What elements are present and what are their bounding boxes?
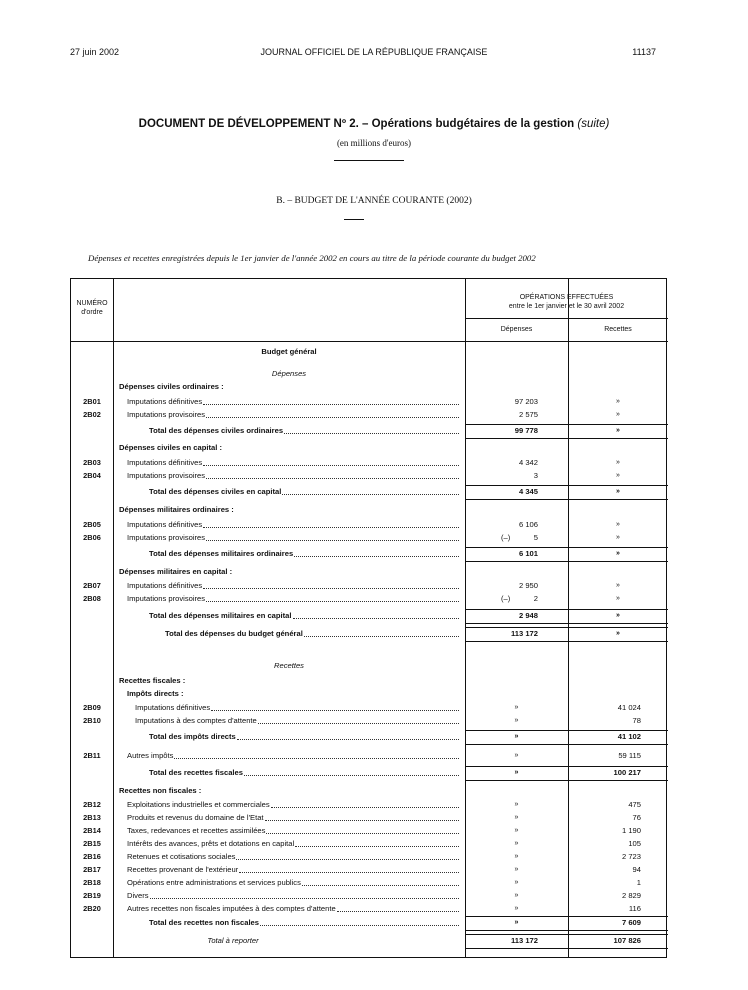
dot-leader: [239, 864, 459, 873]
table-row: [71, 702, 668, 715]
table-row: [71, 838, 668, 851]
total-rule: [465, 485, 668, 486]
row-label-text: Imputations définitives: [127, 520, 203, 529]
row-code: 2B08: [83, 594, 101, 603]
recettes-value: »: [616, 612, 620, 619]
total-rule: [465, 641, 668, 642]
row-label: [149, 425, 461, 437]
total-rule: [465, 547, 668, 548]
total-rule: [465, 609, 668, 610]
dot-leader: [302, 877, 459, 886]
dot-leader: [304, 628, 459, 637]
dot-leader: [293, 610, 459, 619]
row-label: [127, 688, 461, 700]
row-code: 2B19: [83, 891, 101, 900]
total-rule: [465, 780, 668, 781]
table-row: [71, 409, 668, 422]
table-row: [71, 593, 668, 606]
depenses-value: »: [514, 733, 519, 740]
row-label: [127, 593, 461, 605]
depenses-value: 2: [533, 594, 538, 603]
depenses-value: »: [514, 892, 519, 899]
row-label-text: Retenues et cotisations sociales: [127, 852, 236, 861]
row-code: 2B09: [83, 703, 101, 712]
row-label: [127, 457, 461, 469]
dot-leader: [203, 457, 459, 466]
recettes-value: »: [616, 398, 620, 405]
depenses-value: »: [514, 827, 519, 834]
col-header-numero: NUMÉRO d'ordre: [76, 300, 108, 316]
total-row: [71, 628, 668, 641]
recettes-value: 41 024: [617, 703, 641, 712]
row-label: [135, 702, 461, 714]
row-label-text: Total des recettes non fiscales: [149, 918, 260, 927]
recettes-value: »: [616, 411, 620, 418]
total-rule: [465, 930, 668, 931]
table-row: [71, 715, 668, 728]
divider: [344, 219, 364, 220]
dot-leader: [150, 890, 459, 899]
total-rule: [465, 623, 668, 624]
depenses-value: »: [514, 919, 519, 926]
col-header-recettes: Recettes: [604, 326, 632, 333]
row-label-text: Total des impôts directs: [149, 732, 236, 741]
col-header-operations: OPÉRATIONS EFFECTUÉES entre le 1er janvier et le 30 avril 2002: [508, 294, 625, 310]
depenses-value: 2 575: [518, 410, 538, 419]
recettes-value: 41 102: [617, 732, 641, 741]
table-row: [71, 903, 668, 916]
depenses-value: 5: [533, 533, 538, 542]
depenses-value: »: [514, 879, 519, 886]
dot-leader: [206, 532, 459, 541]
depenses-value: »: [514, 769, 519, 776]
row-label: [127, 580, 461, 592]
row-label-text: Autres recettes non fiscales imputées à des comptes d'attente: [127, 904, 336, 913]
dot-leader: [203, 580, 459, 589]
row-label-text: Imputations provisoires: [127, 471, 206, 480]
row-label-text: Intérêts des avances, prêts et dotations en capital: [127, 839, 295, 848]
depenses-value: 2 948: [518, 611, 538, 620]
row-label: [127, 825, 461, 837]
row-code: 2B03: [83, 458, 101, 467]
row-label-text: Produits et revenus du domaine de l'Etat: [127, 813, 264, 822]
row-label: [127, 864, 461, 876]
table-row: [71, 750, 668, 763]
table-row: [71, 442, 668, 455]
table-row: [71, 675, 668, 688]
total-row: [71, 767, 668, 780]
row-label: [149, 486, 461, 498]
header-rule: [71, 341, 668, 342]
recettes-value: 78: [632, 716, 641, 725]
depenses-value: »: [514, 752, 519, 759]
row-label-text: Total des dépenses militaires ordinaires: [149, 549, 294, 558]
table-row: [71, 519, 668, 532]
row-label: [119, 785, 461, 797]
total-row: [71, 731, 668, 744]
depenses-value: 99 778: [514, 426, 538, 435]
total-rule: [465, 766, 668, 767]
row-code: 2B20: [83, 904, 101, 913]
row-code: 2B06: [83, 533, 101, 542]
dot-leader: [295, 838, 459, 847]
row-label-text: Imputations provisoires: [127, 594, 206, 603]
intro-text: Dépenses et recettes enregistrées depuis le 1er janvier de l'année 2002 en cours au titre de la période courante du budget 2002: [88, 253, 536, 263]
table-row: [71, 381, 668, 394]
total-rule: [465, 744, 668, 745]
recettes-value: »: [616, 630, 620, 637]
row-label-text: Imputations définitives: [127, 581, 203, 590]
table-row: [71, 504, 668, 517]
dot-leader: [244, 767, 459, 776]
recettes-value: 1: [636, 878, 641, 887]
depenses-value: 97 203: [514, 397, 538, 406]
row-label: [127, 812, 461, 824]
total-row: [71, 425, 668, 438]
row-label: [149, 548, 461, 560]
table-row: [71, 532, 668, 545]
dot-leader: [337, 903, 459, 912]
row-label-text: Dépenses civiles en capital :: [119, 443, 222, 452]
recettes-value: 107 826: [613, 936, 641, 945]
row-code: 2B04: [83, 471, 101, 480]
row-code: 2B16: [83, 852, 101, 861]
row-label-text: Exploitations industrielles et commerciales: [127, 800, 270, 809]
row-label-text: Autres impôts: [127, 751, 174, 760]
negative-sign: (–): [501, 594, 511, 603]
recettes-value: 475: [628, 800, 641, 809]
total-rule: [465, 627, 668, 628]
row-label: [127, 409, 461, 421]
dot-leader: [211, 702, 459, 711]
section-heading: B. – BUDGET DE L'ANNÉE COURANTE (2002): [276, 196, 472, 206]
row-label: [149, 767, 461, 779]
table-row: [71, 812, 668, 825]
total-rule: [465, 438, 668, 439]
row-label: [127, 799, 461, 811]
table-row: [71, 368, 668, 381]
total-rule: [465, 499, 668, 500]
recettes-value: »: [616, 550, 620, 557]
recettes-value: »: [616, 472, 620, 479]
depenses-value: »: [514, 866, 519, 873]
unit-subtitle: (en millions d'euros): [336, 138, 412, 148]
depenses-value: 113 172: [510, 629, 538, 638]
row-label-text: Dépenses civiles ordinaires :: [119, 382, 224, 391]
recettes-value: 2 723: [621, 852, 641, 861]
recettes-value: »: [616, 582, 620, 589]
depenses-value: »: [514, 840, 519, 847]
recettes-value: »: [616, 534, 620, 541]
table-row: [71, 646, 668, 659]
header-rule: [465, 318, 668, 319]
row-code: 2B14: [83, 826, 101, 835]
table-row: [71, 785, 668, 798]
row-label: [119, 675, 461, 687]
total-row: [71, 917, 668, 930]
depenses-value: 4 345: [518, 487, 538, 496]
depenses-value: »: [514, 801, 519, 808]
row-label: [127, 396, 461, 408]
row-code: 2B11: [83, 751, 101, 760]
col-header-depenses: Dépenses: [500, 326, 533, 333]
row-code: 2B12: [83, 800, 101, 809]
table-row: [71, 688, 668, 701]
depenses-value: 4 342: [518, 458, 538, 467]
table-row: [71, 580, 668, 593]
row-label-text: Imputations provisoires: [127, 533, 206, 542]
recettes-value: 1 190: [621, 826, 641, 835]
table-row: [71, 877, 668, 890]
row-code: 2B05: [83, 520, 101, 529]
recettes-value: 100 217: [613, 768, 641, 777]
row-label-text: Total des dépenses civiles ordinaires: [149, 426, 284, 435]
recettes-value: »: [616, 521, 620, 528]
row-label: [127, 838, 461, 850]
dot-leader: [258, 715, 459, 724]
row-label: [119, 566, 461, 578]
recettes-value: 105: [628, 839, 641, 848]
row-label-text: Total des dépenses civiles en capital: [149, 487, 282, 496]
recettes-value: »: [616, 427, 620, 434]
dot-leader: [206, 470, 459, 479]
recettes-value: 116: [628, 904, 641, 913]
table-row: [71, 890, 668, 903]
total-rule: [465, 916, 668, 917]
dot-leader: [294, 548, 459, 557]
total-rule: [465, 934, 668, 935]
dot-leader: [237, 731, 459, 740]
row-label: [127, 470, 461, 482]
dot-leader: [174, 750, 459, 759]
depenses-value: 3: [533, 471, 538, 480]
row-code: 2B13: [83, 813, 101, 822]
row-label-text: Recettes provenant de l'extérieur: [127, 865, 239, 874]
table-row: [71, 935, 668, 948]
dot-leader: [260, 917, 459, 926]
table-row: [71, 799, 668, 812]
total-row: [71, 548, 668, 561]
total-rule: [465, 561, 668, 562]
recettes-value: »: [616, 488, 620, 495]
row-label-text: Recettes fiscales :: [119, 676, 186, 685]
recettes-value: »: [616, 595, 620, 602]
row-label-text: Total des dépenses militaires en capital: [149, 611, 292, 620]
row-label-text: Total des recettes fiscales: [149, 768, 243, 777]
negative-sign: (–): [501, 533, 511, 542]
depenses-value: »: [514, 853, 519, 860]
header-date: 27 juin 2002: [70, 47, 120, 57]
row-label: [119, 504, 461, 516]
row-code: 2B07: [83, 581, 101, 590]
depenses-value: »: [514, 717, 519, 724]
header-page-number: 11137: [632, 47, 656, 57]
row-code: 2B17: [83, 865, 101, 874]
row-code: 2B02: [83, 410, 101, 419]
table-row: [71, 825, 668, 838]
divider: [334, 160, 404, 161]
row-label: [127, 903, 461, 915]
row-label: [119, 381, 461, 393]
row-label-text: Opérations entre administrations et services publics: [127, 878, 301, 887]
row-label: Total à reporter: [207, 936, 259, 945]
row-label-text: Dépenses militaires en capital :: [119, 567, 233, 576]
row-label-text: Imputations définitives: [127, 397, 203, 406]
table-row: [71, 396, 668, 409]
row-label: [135, 715, 461, 727]
depenses-value: 6 106: [518, 520, 538, 529]
total-rule: [465, 424, 668, 425]
row-label: [127, 532, 461, 544]
dot-leader: [271, 799, 459, 808]
row-code: 2B18: [83, 878, 101, 887]
row-label: [127, 877, 461, 889]
dot-leader: [284, 425, 459, 434]
dot-leader: [206, 409, 459, 418]
header-journal-title: JOURNAL OFFICIEL DE LA RÉPUBLIQUE FRANÇAISE: [260, 47, 488, 57]
row-label-text: Divers: [127, 891, 149, 900]
dot-leader: [203, 519, 459, 528]
row-label: [165, 628, 461, 640]
row-label-text: Recettes non fiscales :: [119, 786, 202, 795]
document-title: DOCUMENT DE DÉVELOPPEMENT Nº 2. – Opérations budgétaires de la gestion (suite): [138, 118, 610, 130]
row-label: [149, 731, 461, 743]
row-label-text: Imputations définitives: [135, 703, 211, 712]
table-row: [71, 566, 668, 579]
table-row: [71, 864, 668, 877]
dot-leader: [266, 825, 459, 834]
recettes-value: 76: [632, 813, 641, 822]
row-label-text: Total des dépenses du budget général: [165, 629, 303, 638]
row-label-text: Taxes, redevances et recettes assimilées: [127, 826, 266, 835]
row-label: [127, 750, 461, 762]
depenses-value: 113 172: [510, 936, 538, 945]
depenses-value: 2 950: [518, 581, 538, 590]
dot-leader: [203, 396, 459, 405]
depenses-value: »: [514, 905, 519, 912]
total-rule: [465, 730, 668, 731]
row-label: [127, 519, 461, 531]
table-row: [71, 457, 668, 470]
table-row: [71, 470, 668, 483]
table-row: [71, 660, 668, 673]
row-label: Budget général: [261, 347, 317, 356]
row-label: [149, 610, 461, 622]
row-label: [149, 917, 461, 929]
row-code: 2B01: [83, 397, 101, 406]
recettes-value: 94: [632, 865, 641, 874]
recettes-value: »: [616, 459, 620, 466]
table-row: [71, 851, 668, 864]
depenses-value: »: [514, 704, 519, 711]
dot-leader: [265, 812, 459, 821]
table-row: [71, 346, 668, 359]
row-label: [127, 890, 461, 902]
total-row: [71, 486, 668, 499]
row-label: [119, 442, 461, 454]
budget-table: [70, 278, 667, 958]
row-label: Recettes: [274, 661, 304, 670]
row-label-text: Imputations à des comptes d'attente: [135, 716, 257, 725]
recettes-value: 59 115: [618, 751, 641, 760]
row-label: [127, 851, 461, 863]
row-label-text: Dépenses militaires ordinaires :: [119, 505, 234, 514]
dot-leader: [282, 486, 459, 495]
row-label-text: Impôts directs :: [127, 689, 184, 698]
depenses-value: 6 101: [518, 549, 538, 558]
row-code: 2B15: [83, 839, 101, 848]
dot-leader: [206, 593, 459, 602]
row-label: Dépenses: [271, 369, 307, 378]
row-code: 2B10: [83, 716, 101, 725]
row-label-text: Imputations provisoires: [127, 410, 206, 419]
recettes-value: 2 829: [621, 891, 641, 900]
recettes-value: 7 609: [621, 918, 641, 927]
row-label-text: Imputations définitives: [127, 458, 203, 467]
total-row: [71, 610, 668, 623]
depenses-value: »: [514, 814, 519, 821]
dot-leader: [236, 851, 459, 860]
total-rule: [465, 948, 668, 949]
